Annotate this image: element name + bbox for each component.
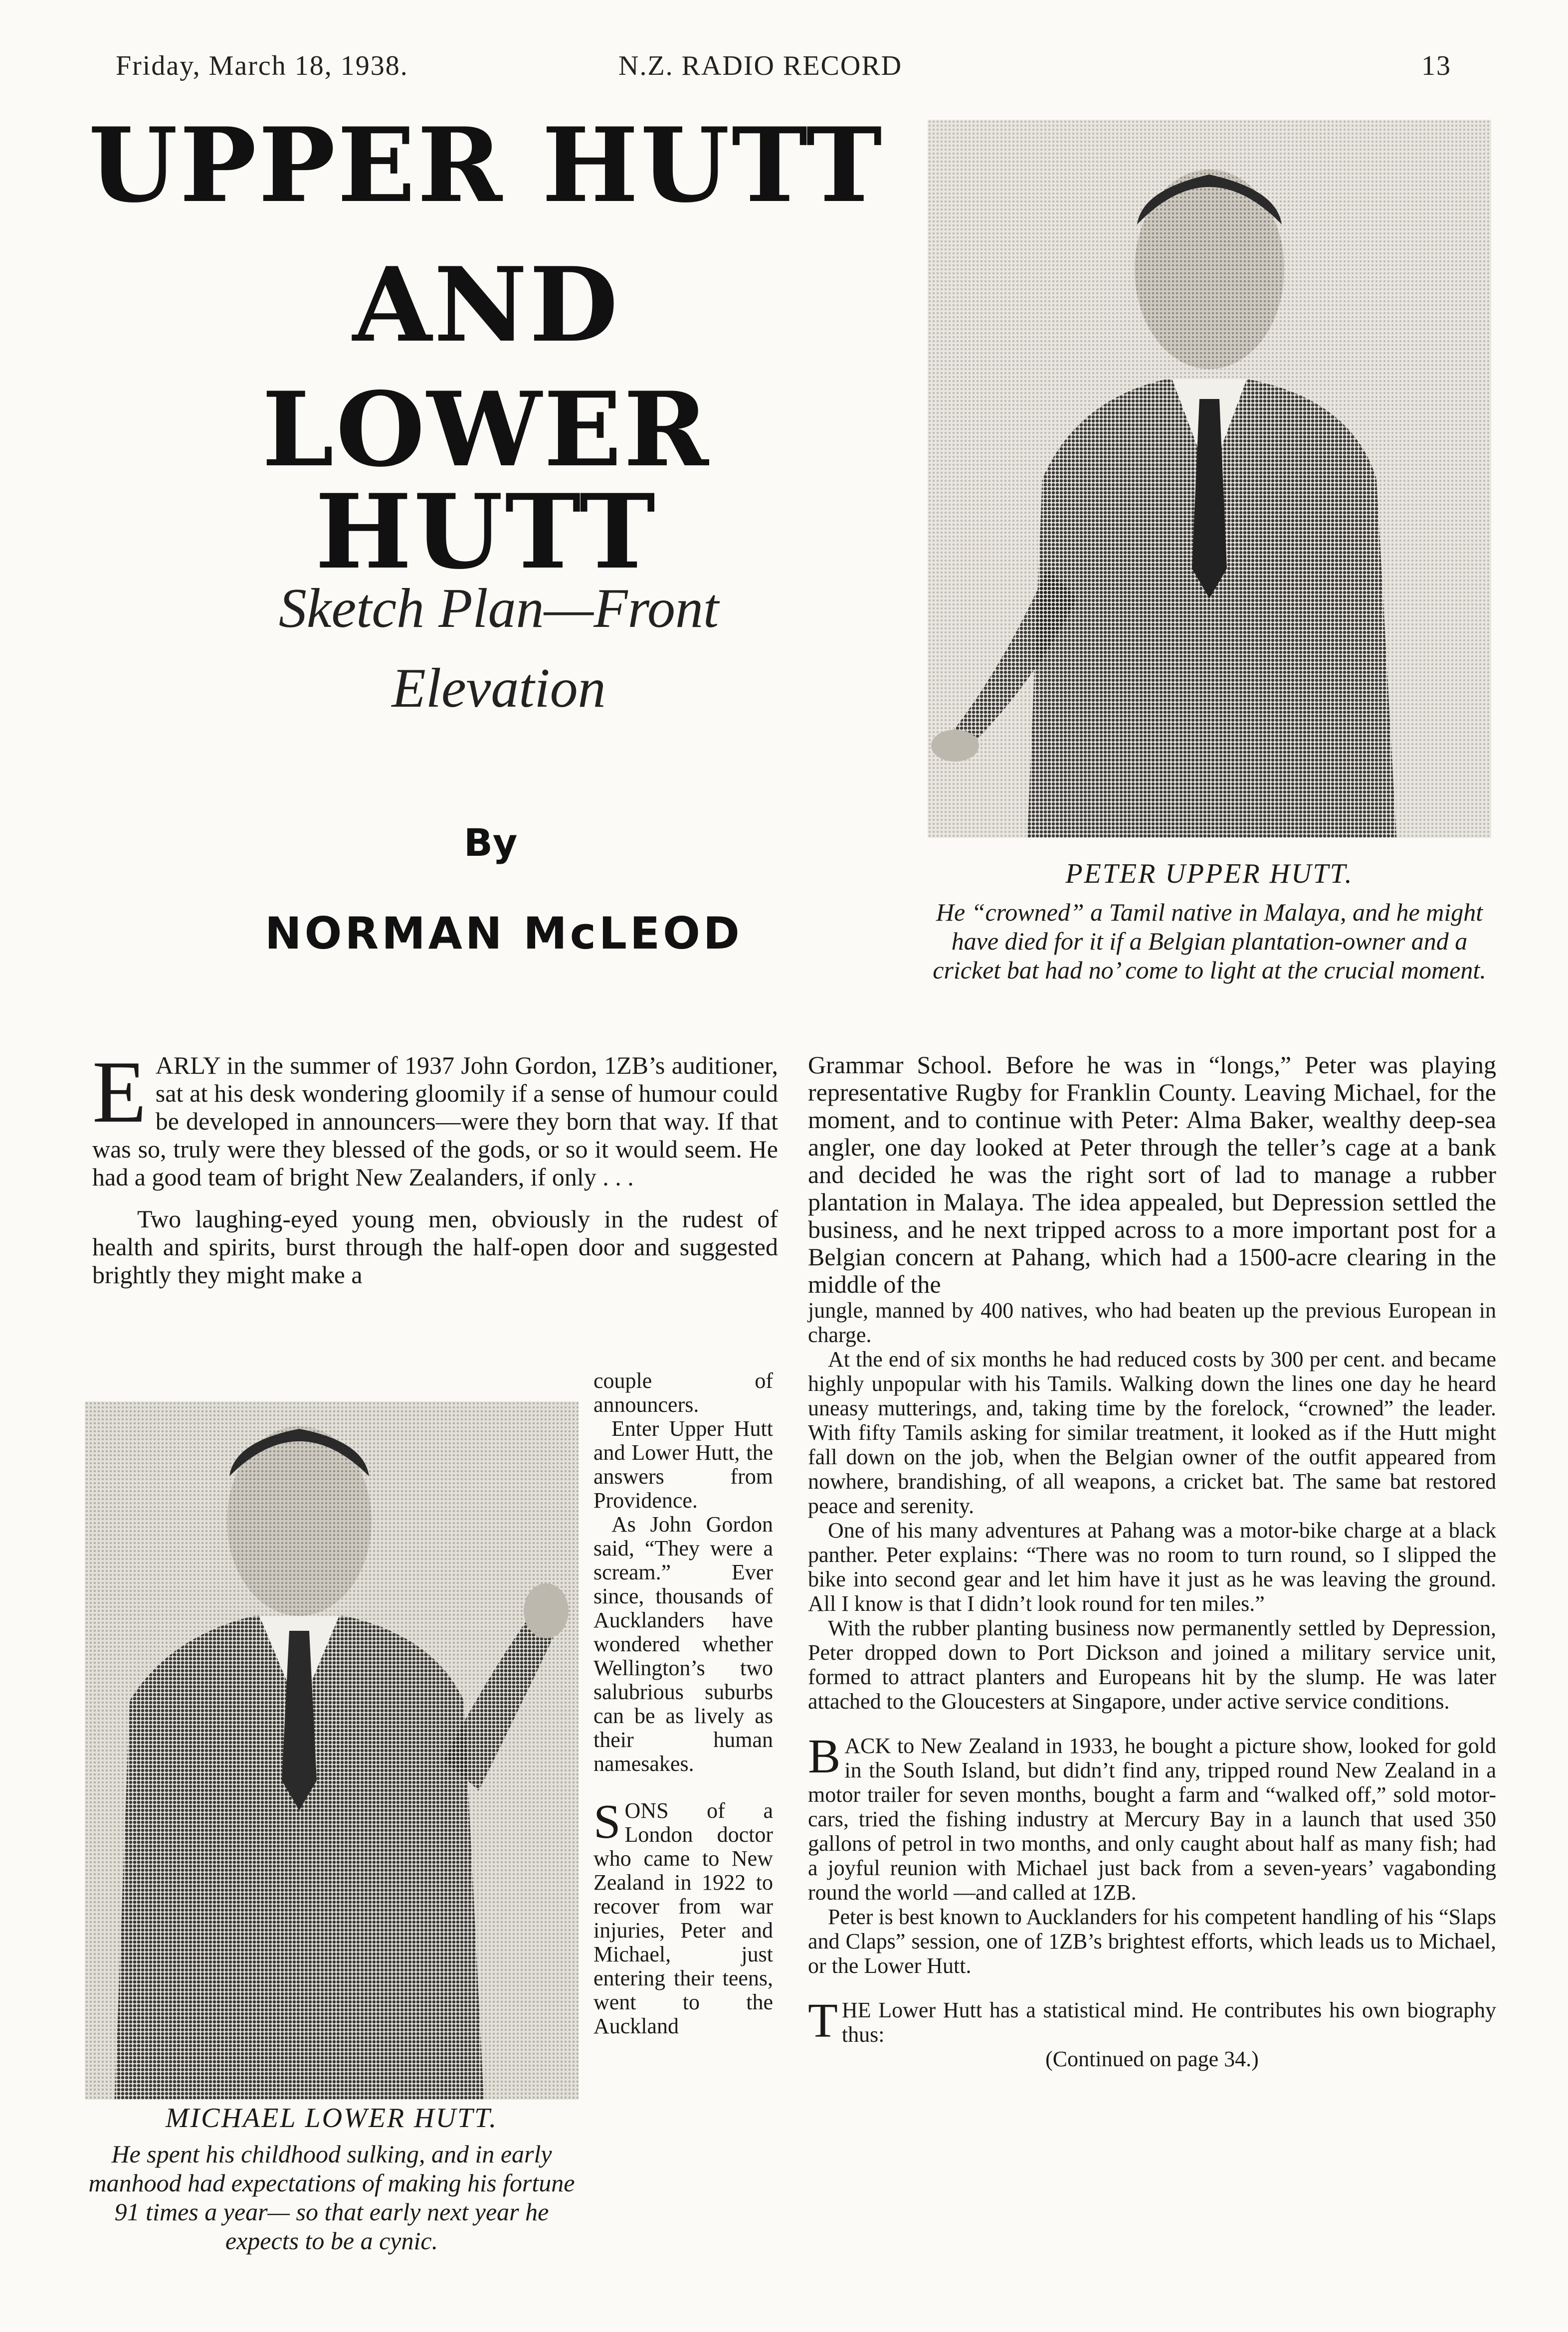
publication-name: N.Z. RADIO RECORD <box>618 50 903 81</box>
peter-caption-name: PETER UPPER HUTT. <box>1065 858 1354 889</box>
michael-caption-text: He spent his childhood sulking, and in early manhood had expectations of making his fortune 91 times a year— so that early next year he expects to be a cynic. <box>88 2140 575 2255</box>
issue-date: Friday, March 18, 1938. <box>116 50 408 81</box>
drop-cap-b: B <box>808 1730 841 1783</box>
right-paragraph-4: With the rubber planting business now permanently settled by Depression, Peter dropped down to Port Dickson and joined a military service unit, formed to attract planters and Europeans hit by the slump. He was later attached to the Gloucesters at Singapore, under active service conditions. <box>808 1616 1496 1714</box>
right-paragraph-2: At the end of six months he had reduced costs by 300 per cent. and became highly unpopular with his Tamils. Walking down the lines one day he heard uneasy mutterings, and, taking time by the forelock, “crowned” the leader. With fifty Tamils asking for similar treatment, it looked as if the Hutt might fall down on the job, when the Belgian owner of the outfit appeared from nowhere, brandishing, of all weapons, a cricket bat. The same bat restored peace and serenity. <box>808 1347 1496 1518</box>
page-number: 13 <box>1421 50 1451 81</box>
headline-line-2: AND <box>352 245 620 365</box>
peter-upper-hutt-photo <box>928 120 1491 838</box>
right-body-text <box>808 1298 1496 2071</box>
headline-line-3: LOWER HUTT <box>262 370 711 592</box>
right-paragraph-5 <box>808 1730 1496 1905</box>
subtitle-line-2: Elevation <box>392 657 606 719</box>
article-right-column <box>808 1051 1496 2071</box>
right-paragraph-7 <box>808 1994 1496 2048</box>
narrow-paragraph-1: couple of announcers. <box>593 1368 773 1417</box>
narrow-paragraph-4 <box>593 1795 773 2038</box>
article-left-intro <box>92 1042 778 1303</box>
right-paragraph-6: Peter is best known to Aucklanders for his competent handling of his “Slaps and Claps” session, one of 1ZB’s brightest efforts, which leads us to Michael, or the Lower Hutt. <box>808 1905 1496 1978</box>
drop-cap-e: E <box>92 1042 147 1141</box>
continued-notice: (Continued on page 34.) <box>1045 2047 1259 2071</box>
article-left-narrow-column <box>593 1369 773 2038</box>
right-paragraph-5-text: ACK to New Zealand in 1933, he bought a picture show, looked for gold in the South Island, but didn’t find any, tripped round New Zealand in a motor trailer for seven months, bought a farm and “walked off,” sold motor-cars, tried the fishing industry at Mercury Bay in a launch that used 350 gallons of petrol in two months, and only caught about half as many fish; had a joyful reunion with Michael just back from a seven-years’ vagabonding round the world —and called at 1ZB. <box>808 1734 1496 1905</box>
right-paragraph-1: Grammar School. Before he was in “longs,” Peter was playing representative Rugby for Franklin County. Leaving Michael, for the moment, and to continue with Peter: Alma Baker, wealthy deep-sea angler, one day looked at Peter through the teller’s cage at a bank and decided he was the right sort of lad to manage a rubber plantation in Malaya. The idea appealed, but Depression settled the business, and he next tripped across to a more important post for a Belgian concern at Pahang, which had a 1500-acre clearing in the middle of the <box>808 1051 1496 1298</box>
peter-caption-text: He “crowned” a Tamil native in Malaya, and he might have died for it if a Belgian plantation-owner and a cricket bat had no’ come to light at the crucial moment. <box>933 898 1486 984</box>
drop-cap-s: S <box>593 1795 621 1849</box>
paragraph-1-text: ARLY in the summer of 1937 John Gordon, 1ZB’s auditioner, sat at his desk wondering gloomily if a sense of humour could be developed in announcers—were they born that way. If that was so, truly were they blessed of the gods, or so it would seem. He had a good team of bright New Zealanders, if only . . . <box>92 1051 778 1191</box>
article-paragraph-1 <box>92 1042 778 1191</box>
narrow-paragraph-4-text: ONS of a London doctor who came to New Zealand in 1922 to recover from war injuries, Peter and Michael, just entering their teens, went to the Auckland <box>593 1798 773 2038</box>
michael-photo-graphic <box>85 1401 579 2100</box>
headline-line-1: UPPER HUTT <box>88 106 884 225</box>
narrow-paragraph-3: As John Gordon said, “They were a scream.” Ever since, thousands of Aucklanders have wondered whether Wellington’s two salubrious suburbs can be as lively as their human namesakes. <box>593 1512 773 1776</box>
byline-author: NORMAN McLEOD <box>265 908 743 959</box>
peter-photo-graphic <box>928 120 1491 838</box>
subtitle-line-1: Sketch Plan—Front <box>278 578 719 639</box>
article-paragraph-2: Two laughing-eyed young men, obviously in the rudest of health and spirits, burst through the half-open door and suggested brightly they might make a <box>92 1205 778 1289</box>
narrow-paragraph-2: Enter Upper Hutt and Lower Hutt, the answers from Providence. <box>593 1416 773 1513</box>
right-paragraph-7-text: HE Lower Hutt has a statistical mind. He contributes his own biography thus: <box>841 1998 1496 2047</box>
right-paragraph-1-cont: jungle, manned by 400 natives, who had beaten up the previous European in charge. <box>808 1298 1496 1347</box>
right-paragraph-3: One of his many adventures at Pahang was a motor-bike charge at a black panther. Peter explains: “There was no room to turn round, so I slipped the bike into second gear and let him have it just as he was leaving the ground. All I know is that I didn’t look round for ten miles.” <box>808 1518 1496 1616</box>
byline-by: By <box>464 820 518 865</box>
drop-cap-t: T <box>808 1994 838 2048</box>
michael-caption-name: MICHAEL LOWER HUTT. <box>165 2103 498 2134</box>
michael-lower-hutt-photo <box>85 1401 579 2100</box>
